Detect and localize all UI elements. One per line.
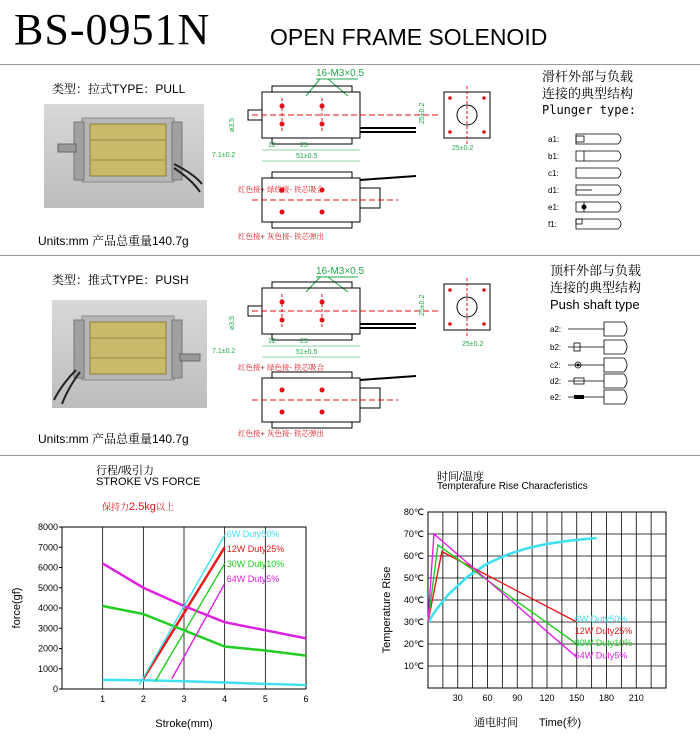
x-tick-label: 150 — [569, 693, 585, 703]
y-tick-label: 20℃ — [403, 639, 424, 649]
x-tick-label: 3 — [181, 694, 187, 704]
rising-curve-3 — [172, 584, 225, 679]
y-tick-label: 7000 — [37, 542, 58, 553]
solenoid-photo-icon — [44, 104, 204, 208]
pull-product-photo — [44, 104, 204, 208]
y-tick-label: 40℃ — [403, 595, 424, 605]
push-thread-label: 16-M3×0.5 — [316, 266, 365, 277]
pull-dim-d12: 12 — [268, 142, 276, 149]
y-tick-label: 10℃ — [403, 661, 424, 671]
plunger-title: 滑杆外部与负载 连接的典型结构 Plunger type: — [542, 69, 636, 117]
y-tick-label: 6000 — [37, 562, 58, 573]
y-tick-label: 3000 — [37, 623, 58, 634]
push-dim-d35: ø3.5 — [229, 315, 236, 330]
pull-drawing — [208, 66, 528, 252]
push-dim-d51: 51±0.5 — [296, 349, 318, 356]
divider — [0, 455, 700, 456]
plunger-type-c1: c1: — [548, 169, 559, 178]
push-type-label: 类型：推式TYPE：PUSH — [52, 273, 189, 287]
push-units: Units:mm 产品总重量140.7g — [38, 432, 189, 446]
push-shaft-title: 顶杆外部与负载 连接的典型结构 Push shaft type — [550, 263, 642, 312]
temperature-rise-chart — [370, 498, 700, 738]
pull-wire-note-1: 红色接+ 绿线接- 铁芯吸合 — [238, 185, 325, 194]
divider — [0, 64, 700, 65]
force-chart-subtitle: STROKE VS FORCE — [96, 476, 201, 488]
y-axis-label: force(gf) — [11, 587, 23, 629]
temp-chart-subtitle: Tempterafure Rise Characferistics — [437, 481, 588, 492]
push-dim-d71: 7.1±0.2 — [212, 348, 236, 355]
temp-chart-title: 时间/温度 — [437, 471, 485, 483]
legend-label-3: 30W Duty10% — [226, 559, 285, 569]
push-drawing — [208, 262, 528, 448]
solenoid-photo-icon — [52, 300, 207, 408]
x-axis-label: Stroke(mm) — [155, 718, 213, 730]
y-tick-label: 50℃ — [403, 573, 424, 583]
y-tick-label: 60℃ — [403, 551, 424, 561]
x-tick-label: 2 — [140, 694, 146, 704]
pull-wire-note-2: 红色接+ 灰色接- 铁芯弹出 — [238, 232, 325, 241]
pull-dim-d23: 23 — [300, 142, 308, 149]
push-dim-d25h: 25±0.2 — [462, 341, 484, 348]
legend-label-3: 30W Duty10% — [574, 638, 633, 649]
y-tick-label: 1000 — [37, 663, 58, 674]
legend-label-1: 6W Duty50% — [574, 614, 628, 624]
x-tick-label: 4 — [222, 694, 228, 704]
y-tick-label: 8000 — [37, 522, 58, 532]
plunger-type-d1: d1: — [548, 186, 560, 195]
pull-dim-d35: ø3.5 — [229, 117, 236, 132]
legend-label-1: 6W Duty50% — [226, 529, 280, 539]
legend-label-2: 12W Duty25% — [574, 626, 633, 637]
plunger-type-a1: a1: — [548, 135, 560, 144]
y-tick-label: 70℃ — [403, 529, 424, 539]
shaft-type-d2: d2: — [550, 377, 562, 386]
y-tick-label: 0 — [52, 684, 58, 694]
x-tick-label: 210 — [628, 693, 644, 703]
y-tick-label: 80℃ — [403, 507, 424, 517]
x-tick-label: 180 — [598, 693, 615, 703]
x-tick-label: 5 — [262, 694, 268, 704]
pull-dim-d71: 7.1±0.2 — [212, 152, 236, 159]
x-tick-label: 30 — [452, 693, 463, 703]
pull-dim-d25h: 25±0.2 — [452, 145, 474, 152]
stroke-force-chart — [0, 515, 350, 735]
pull-type-label: 类型：拉式TYPE：PULL — [52, 82, 186, 96]
y-axis-label: Temperature Rise — [381, 566, 393, 654]
y-tick-label: 30℃ — [403, 617, 424, 627]
model-number: BS-0951N — [14, 5, 211, 54]
y-tick-label: 5000 — [37, 582, 58, 593]
pull-units: Units:mm 产品总重量140.7g — [38, 234, 189, 248]
pull-thread-label: 16-M3×0.5 — [316, 68, 365, 79]
shaft-type-e2: e2: — [550, 393, 562, 402]
shaft-type-c2: c2: — [550, 361, 561, 370]
y-tick-label: 2000 — [37, 643, 58, 654]
push-dim-d12: 12 — [268, 338, 276, 345]
x-tick-label: 120 — [539, 693, 555, 703]
force-chart-title: 行程/吸引力 — [96, 465, 155, 477]
x-tick-label: 60 — [482, 693, 493, 703]
rising-curve-1 — [139, 535, 224, 685]
x-tick-label: 90 — [512, 693, 523, 703]
push-product-photo — [52, 300, 207, 408]
x-tick-label: 1 — [100, 694, 106, 704]
shaft-type-a2: a2: — [550, 325, 562, 334]
plunger-type-b1: b1: — [548, 152, 560, 161]
push-shaft-types — [548, 318, 638, 408]
holding-force-note: 保持力2.5kg以上 — [102, 501, 174, 513]
push-wire-note-2: 红色接+ 灰色接- 铁芯弹出 — [238, 429, 325, 438]
legend-label-4: 64W Duty5% — [226, 574, 280, 584]
plunger-type-f1: f1: — [548, 220, 557, 229]
plunger-type-e1: e1: — [548, 203, 560, 212]
push-dim-d23: 23 — [300, 338, 308, 345]
push-dim-d25v: 25±0.2 — [419, 294, 426, 316]
divider — [0, 255, 700, 256]
x-axis-label-en: Time(秒) — [538, 717, 582, 729]
series-line-1 — [103, 680, 306, 685]
page-title: OPEN FRAME SOLENOID — [270, 24, 548, 50]
legend-label-4: 64W Duty5% — [574, 650, 628, 661]
x-axis-label-cn: 通电时间 — [474, 717, 518, 729]
pull-dim-d25v: 25±0.2 — [419, 102, 426, 124]
pull-dim-d51: 51±0.5 — [296, 153, 318, 160]
x-tick-label: 6 — [303, 694, 309, 704]
legend-label-2: 12W Duty25% — [226, 544, 285, 554]
plunger-types — [544, 128, 654, 234]
push-wire-note-1: 红色接+ 绿色接- 铁芯吸合 — [238, 363, 325, 372]
y-tick-label: 4000 — [37, 603, 58, 613]
shaft-type-b2: b2: — [550, 343, 562, 352]
